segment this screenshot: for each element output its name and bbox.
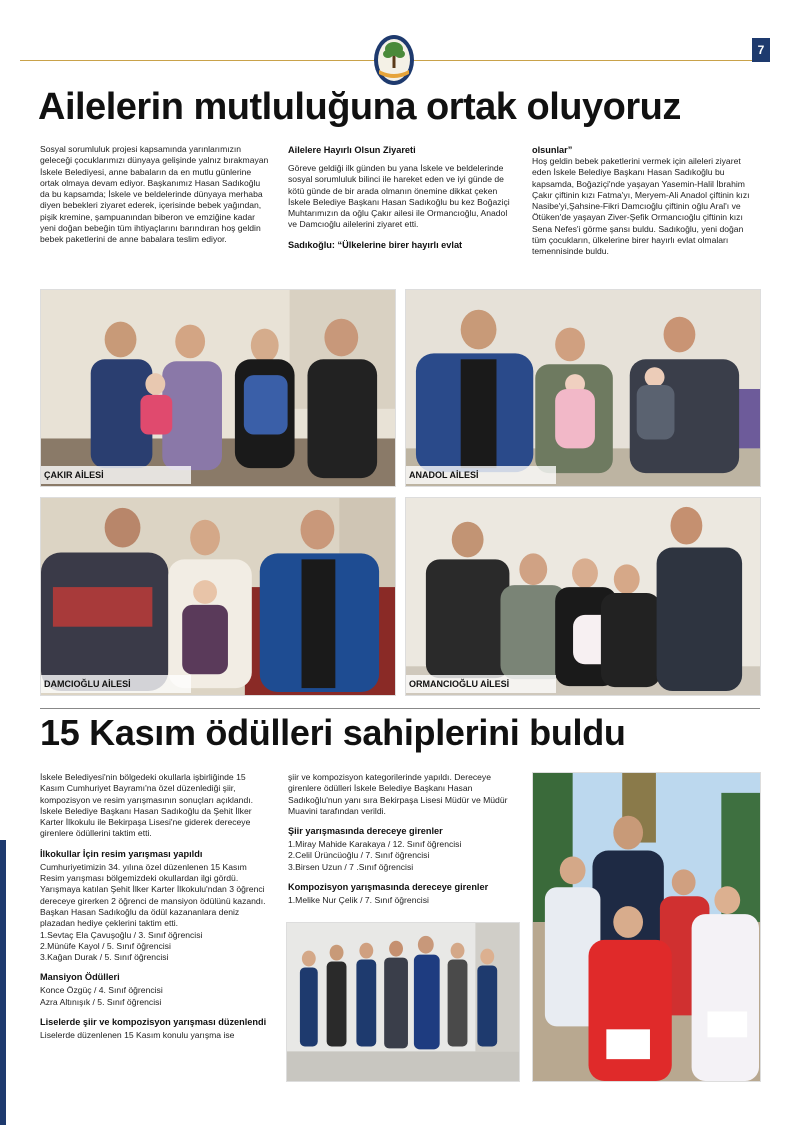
photo-anadol-family [405, 289, 761, 487]
photo-caption-ormancioglu: ORMANCIOĞLU AİLESİ [406, 675, 556, 693]
left-accent-bar [0, 840, 6, 1125]
photo-caption-anadol: ANADOL AİLESİ [406, 466, 556, 484]
article2-title: 15 Kasım ödülleri sahiplerini buldu [40, 712, 626, 753]
article1-col2-heading: Ailelere Hayırlı Olsun Ziyareti [288, 145, 416, 155]
article1-col1-text: Sosyal sorumluluk projesi kapsamında yarınlarımızın geleceği çocuklarımızı dünyaya gelişinde yalnız bırakmayan İskele Belediyesi, anne babaların da en mutlu günlerine ortak olmaya devam ediyor. Başkanımız Hasan Sadıkoğlu da bu kapsamda; İskele ve beldelerinde dünyaya merhaba diyen bebekleri ziyaret ederek, içerisinde bebek yağından, pişik kremine, şampuanından biberon ve emziğine kadar yeni doğan bebeğin tüm ihtiyaçlarını barındıran hoş geldin bebek paketlerini de anne babalara teslim ediyor. [40, 144, 269, 245]
article2-text-highschool: Liselerde düzenlenen 15 Kasım konulu yarışma ise [40, 1030, 235, 1041]
list-item: 2.Celil Ürüncüoğlu / 7. Sınıf öğrencisi [288, 850, 430, 861]
article2-col2-text: şiir ve kompozisyon kategorilerinde yapıldı. Dereceye girenlere ödülleri İskele Belediye Başkanı Hasan Sadıkoğlu'nun yanı sıra Bekirpaşa Lisesi Müdür ve Müdür Muavini tarafından verildi. [288, 772, 508, 816]
article1-column-3 [532, 144, 760, 258]
list-item: 1.Melike Nur Çelik / 7. Sınıf öğrencisi [288, 895, 429, 906]
article2-heading-poetry: Şiir yarışmasında dereceye girenler [288, 826, 443, 837]
list-item: 2.Münüfe Kayol / 5. Sınıf öğrencisi [40, 940, 171, 951]
article2-column-2 [288, 772, 516, 906]
list-item: 1.Miray Mahide Karakaya / 12. Sınıf öğrencisi [288, 839, 462, 850]
article2-text-primary-school: Cumhuriyetimizin 34. yılına özel düzenlenen 15 Kasım Resim yarışması bölgemizdeki okullardan ilgi gördü. Yarışmaya katılan Şehit İlker Karter İlkokulu'ndan 3 öğrenci dereceye girerken 2 öğrenci de mansiyon ödülünü kazandı. Başkan Hasan Sadıkoğlu da ödül kazananlara deniz plazadan hediye çeklerini taktim etti. [40, 861, 266, 929]
article2-heading-highschool: Liselerde şiir ve kompozisyon yarışması düzenlendi [40, 1017, 267, 1028]
photo-ormancioglu-family [405, 497, 761, 696]
photo-damcioglu-family [40, 497, 396, 696]
photo-caption-cakir: ÇAKIR AİLESİ [41, 466, 191, 484]
photo-caption-damcioglu: DAMCIOĞLU AİLESİ [41, 675, 191, 693]
article-title: Ailelerin mutluluğuna ortak oluyoruz [38, 86, 681, 128]
list-item: 1.Sevtaç Ela Çavuşoğlu / 3. Sınıf öğrencisi [40, 929, 203, 940]
list-item: Konce Özgüç / 4. Sınıf öğrencisi [40, 985, 163, 996]
article1-col2-text: Göreve geldiği ilk günden bu yana İskele ve beldelerinde sosyal sorumluluk bilinci ile hareket eden ve iyi günde de kötü günde de bir arada olmanın önemine dikkat çeken İskele Belediye Başkanı Hasan Sadıkoğlu bu kez Boğaziçi Muhtarımızın da oğlu Çakır ailesi ile Ormancıoğlu, Anadol ve Damcıoğlu ailelerini ziyaret etti. [288, 163, 510, 230]
article2-heading-primary-school: İlkokullar İçin resim yarışması yapıldı [40, 848, 203, 859]
page-number: 7 [752, 38, 770, 62]
photo-award-group [286, 922, 520, 1082]
article1-col3-heading: olsunlar” [532, 145, 573, 155]
section-divider [40, 708, 760, 709]
article2-intro: İskele Belediyesi'nin bölgedeki okullarla işbirliğinde 15 Kasım Cumhuriyet Bayramı'na özel düzenlediği şiir, kompozisyon ve resim yarışmasının sonuçları açıklandı. İskele Belediye Başkanı Hasan Sadıkoğlu da Şehit İlker Karter İlkokulu ile Bekirpaşa Lisesi'ne giderek dereceye girenlere ödüllerini taktim etti. [40, 772, 254, 839]
list-item: 3.Kağan Durak / 5. Sınıf öğrencisi [40, 952, 169, 963]
list-item: Azra Altınışık / 5. Sınıf öğrencisi [40, 996, 162, 1007]
article2-heading-composition: Kompozisyon yarışmasında dereceye girenler [288, 882, 489, 893]
article1-column-2 [288, 144, 516, 253]
article1-column-1 [40, 144, 272, 246]
list-item: 3.Birsen Uzun / 7 .Sınıf öğrencisi [288, 861, 414, 872]
photo-cakir-family [40, 289, 396, 487]
article2-column-1 [40, 772, 272, 1041]
article1-col2-heading2: Sadıkoğlu: “Ülkelerine birer hayırlı evlat [288, 239, 463, 250]
article1-col3-text: Hoş geldin bebek paketlerini vermek için aileleri ziyaret eden İskele Belediye Başkanı Hasan Sadıkoğlu bu kapsamda, Boğaziçi'nde yaşayan Yasemin-Halil İbrahim Çakır çiftinin kızı Fatma'yı, Meryem-Ali Anadol çiftinin kızı Nasibe'yi,Şahsine-Fikri Damcıoğlu çiftinin oğlu Aral'ı ve Ötüken'de yaşayan Ziver-Şefik Ormancıoğlu çiftinin kızı Sena Nefes'i görme şansı buldu. Sadıkoğlu, yeni doğan tüm çocukların, ülkelerine birer hayırlı evlat olmaları temennisinde buldu. [532, 156, 750, 257]
photo-students-with-mayor [532, 772, 761, 1082]
municipality-logo [373, 34, 415, 86]
article2-heading-honorable: Mansiyon Ödülleri [40, 972, 120, 983]
